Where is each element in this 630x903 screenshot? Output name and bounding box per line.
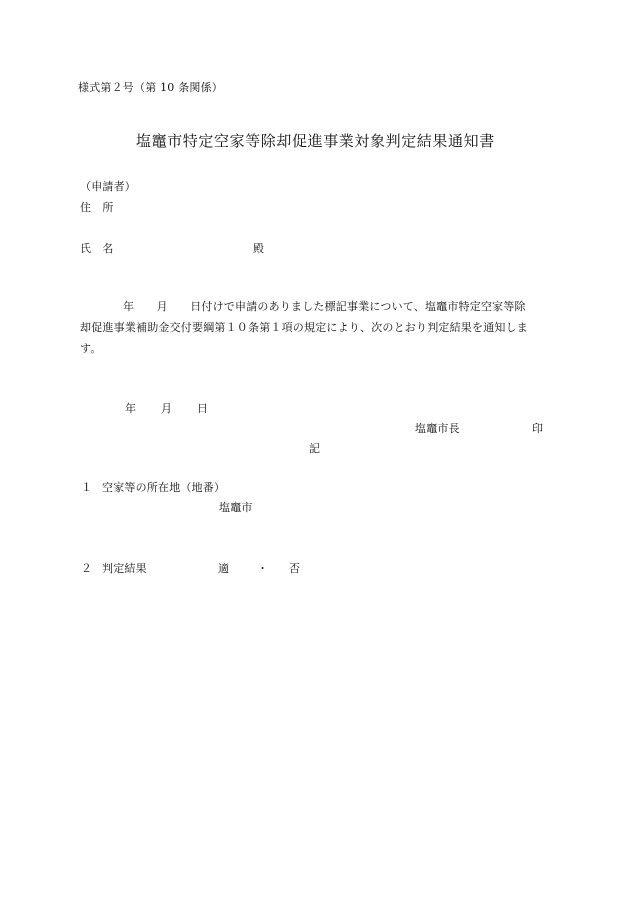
applicant-heading: （申請者） xyxy=(80,180,136,193)
name-label: 氏 名 xyxy=(80,242,114,255)
issuer-title: 塩竈市長 xyxy=(415,422,460,435)
body-line-1: 年 月 日付けで申請のありました標記事業について、塩竈市特定空家等除 xyxy=(123,300,526,313)
issue-day-label: 日 xyxy=(197,402,209,415)
item-2-label: 判定結果 xyxy=(102,562,147,575)
issue-year-label: 年 xyxy=(125,402,137,415)
body-line-3: す。 xyxy=(80,342,102,355)
document-title: 塩竈市特定空家等除却促進事業対象判定結果通知書 xyxy=(136,132,495,150)
issue-month-label: 月 xyxy=(161,402,173,415)
form-number: 様式第２号（第 10 条関係） xyxy=(78,81,223,94)
address-label: 住 所 xyxy=(80,201,114,214)
result-option-yes: 適 xyxy=(218,562,230,575)
result-option-no: 否 xyxy=(289,562,301,575)
result-separator: ・ xyxy=(257,562,269,575)
item-2-number: ２ xyxy=(81,562,93,575)
item-1-number: １ xyxy=(81,481,93,494)
item-1-label: 空家等の所在地（地番） xyxy=(102,481,226,494)
honorific: 殿 xyxy=(253,242,265,255)
seal-mark: 印 xyxy=(532,422,544,435)
ki-heading: 記 xyxy=(309,442,321,455)
item-1-value: 塩竈市 xyxy=(219,501,253,514)
body-line-2: 却促進事業補助金交付要綱第１０条第１項の規定により、次のとおり判定結果を通知しま xyxy=(80,321,528,334)
